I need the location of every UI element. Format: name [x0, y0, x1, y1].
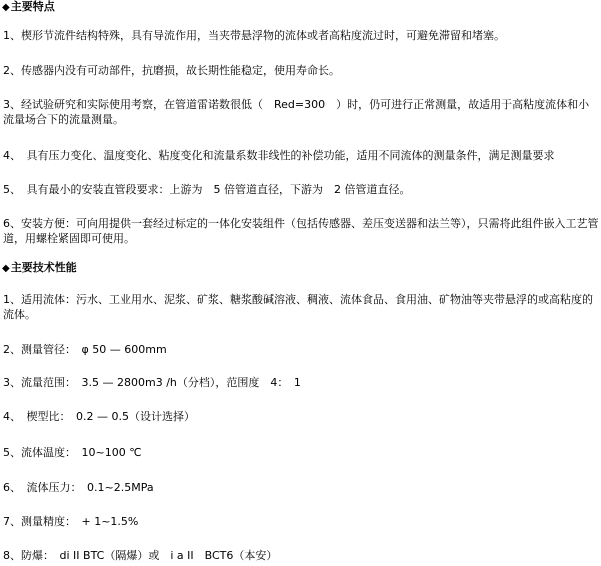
spec-item-2: 2、测量管径： φ 50 — 600mm: [3, 343, 167, 356]
feature-item-5: 5、 具有最小的安装直管段要求：上游为 5 倍管道直径，下游为 2 倍管道直径。: [3, 183, 411, 196]
feature-item-1: 1、楔形节流件结构特殊，具有导流作用，当夹带悬浮物的流体或者高粘度流过时，可避免滞留和堵塞。: [3, 29, 505, 42]
spec-item-8: 8、防爆： di II BTC（隔爆）或 i a II BCT6（本安）: [3, 549, 278, 562]
feature-item-4: 4、 具有压力变化、温度变化、粘度变化和流量系数非线性的补偿功能，适用不同流体的测量条件，满足测量要求: [3, 149, 555, 162]
section-title: 主要技术性能: [10, 261, 77, 274]
spec-item-4: 4、 楔型比： 0.2 — 0.5（设计选择）: [3, 410, 195, 423]
section-heading-technical-performance: [2, 261, 77, 276]
spec-item-6: 6、 流体压力： 0.1~2.5MPa: [3, 481, 154, 494]
feature-item-3: 3、经试验研究和实际使用考察，在管道雷诺数很低（ Red=300 ）时，仍可进行正常测量，故适用于高粘度流体和小流量场合下的流量测量。: [3, 98, 590, 126]
spec-item-1: 1、适用流体：污水、工业用水、泥浆、矿浆、糖浆酸碱溶液、稠液、流体食品、食用油、矿物油等夹带悬浮的或高粘度的流体。: [3, 293, 593, 321]
feature-item-2: 2、传感器内没有可动部件，抗磨损，故长期性能稳定，使用寿命长。: [3, 64, 340, 77]
spec-item-7: 7、测量精度： + 1~1.5%: [3, 515, 139, 528]
spec-item-3: 3、流量范围： 3.5 — 2800m3 /h（分档），范围度 4： 1: [3, 376, 301, 389]
section-heading-main-features: [2, 0, 55, 15]
diamond-bullet-icon: ◆: [2, 263, 10, 274]
diamond-bullet-icon: ◆: [2, 2, 10, 13]
feature-item-6: 6、安装方便：可向用提供一套经过标定的一体化安装组件（包括传感器、差压变送器和法兰等），只需将此组件嵌入工艺管道，用螺栓紧固即可使用。: [3, 217, 599, 245]
section-title: 主要特点: [10, 0, 55, 13]
spec-item-5: 5、流体温度： 10~100 ℃: [3, 446, 142, 459]
